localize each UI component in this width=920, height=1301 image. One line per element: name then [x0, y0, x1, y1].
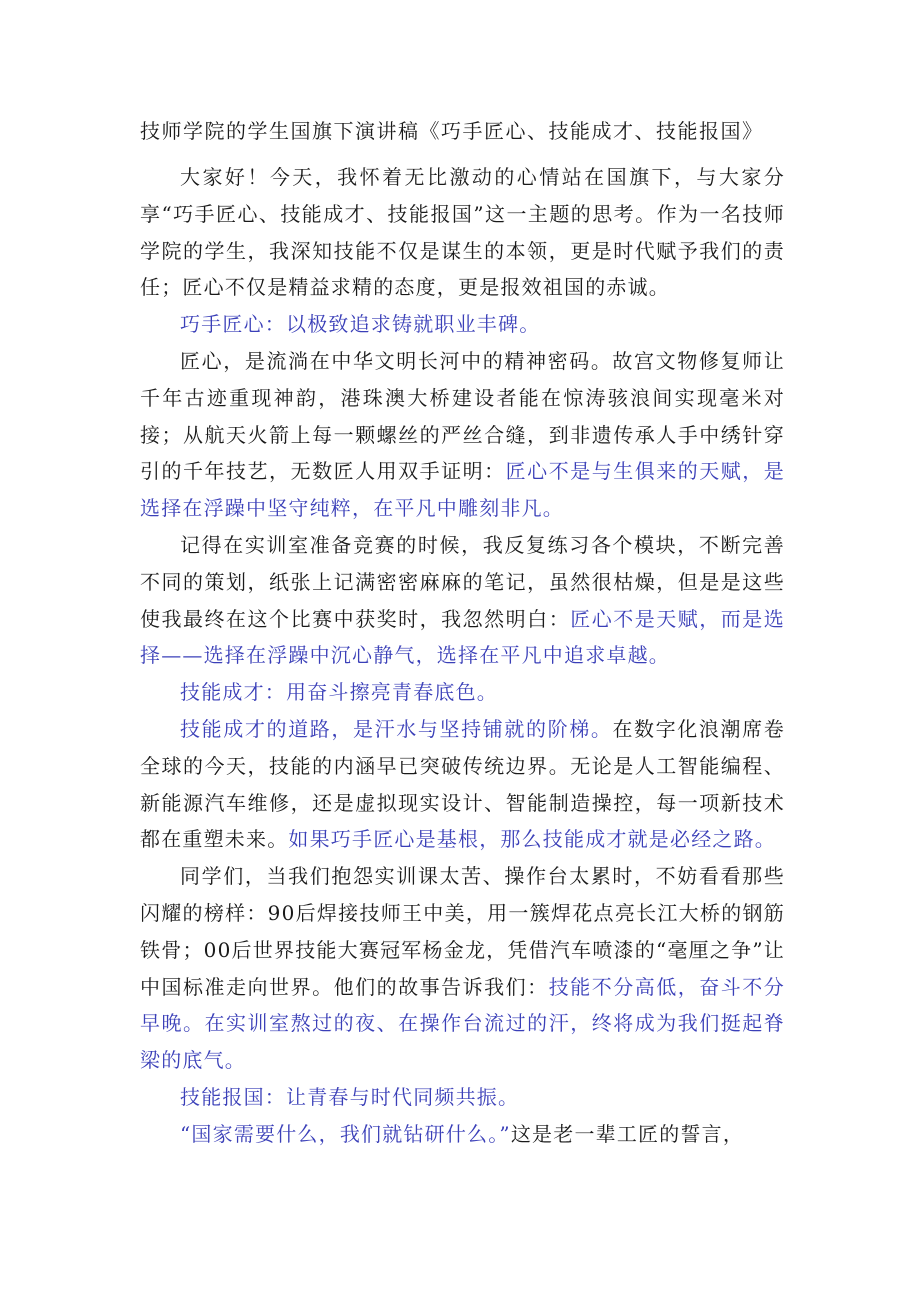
section2-p1-highlight-1: 技能成才的道路，是汗水与坚持铺就的阶梯。 — [180, 716, 613, 741]
section1-p1-highlight: 匠心不是与生俱来的天赋，是选择在浮躁中坚守纯粹，在平凡中雕刻非凡。 — [140, 459, 785, 521]
section2-p1-highlight-2: 如果巧手匠心是基根，那么技能成才就是必经之路。 — [288, 827, 777, 852]
section1-paragraph-2 — [140, 527, 785, 674]
section3-paragraph-1 — [140, 1116, 785, 1153]
document-page — [140, 117, 785, 1153]
section1-paragraph-1 — [140, 343, 785, 527]
section1-p2-highlight: 匠心不是天赋，而是选择——选择在浮躁中沉心静气，选择在平凡中追求卓越。 — [140, 606, 786, 668]
intro-paragraph: 大家好！今天，我怀着无比激动的心情站在国旗下，与大家分享“巧手匠心、技能成才、技能报国”这一主题的思考。作为一名技师学院的学生，我深知技能不仅是谋生的本领，更是时代赋予我们的责任；匠心不仅是精益求精的态度，更是报效祖国的赤诚。 — [140, 165, 785, 300]
section2-p1-text: 在数字化浪潮席卷全球的今天，技能的内涵早已突破传统边界。无论是人工智能编程、新能源汽车维修，还是虚拟现实设计、智能制造操控，每一项新技术都在重塑未来。 — [140, 716, 785, 852]
section2-p2-text: 同学们，当我们抱怨实训课太苦、操作台太累时，不妨看看那些闪耀的榜样：90后焊接技师王中美，用一簇焊花点亮长江大桥的钢筋铁骨；00后世界技能大赛冠军杨金龙，凭借汽车喷漆的“毫厘之争”让中国标准走向世界。他们的故事告诉我们： — [140, 864, 785, 999]
section2-heading: 技能成才：用奋斗擦亮青春底色。 — [180, 680, 498, 705]
section3-p1-highlight: “国家需要什么，我们就钻研什么。” — [180, 1121, 511, 1146]
section1-p2-text: 记得在实训室准备竞赛的时候，我反复练习各个模块，不断完善不同的策划，纸张上记满密密麻麻的笔记，虽然很枯燥，但是是这些使我最终在这个比赛中获奖时，我忽然明白： — [140, 532, 785, 631]
section3-heading: 技能报国：让青春与时代同频共振。 — [180, 1084, 520, 1109]
section1-p1-text: 匠心，是流淌在中华文明长河中的精神密码。故宫文物修复师让千年古迹重现神韵，港珠澳大桥建设者能在惊涛骇浪间实现毫米对接；从航天火箭上每一颗螺丝的严丝合缝，到非遗传承人手中绣针穿引的千年技艺，无数匠人用双手证明： — [140, 348, 785, 484]
section1-heading: 巧手匠心：以极致追求铸就职业丰碑。 — [180, 312, 541, 337]
section2-paragraph-2 — [140, 858, 785, 1079]
section3-p1-text: 这是老一辈工匠的誓言， — [510, 1121, 745, 1146]
section2-paragraph-1 — [140, 711, 785, 858]
section2-p2-highlight: 技能不分高低，奋斗不分早晚。在实训室熬过的夜、在操作台流过的汗，终将成为我们挺起脊梁的底气。 — [140, 974, 785, 1073]
document-title: 技师学院的学生国旗下演讲稿《巧手匠心、技能成才、技能报国》 — [140, 119, 764, 143]
